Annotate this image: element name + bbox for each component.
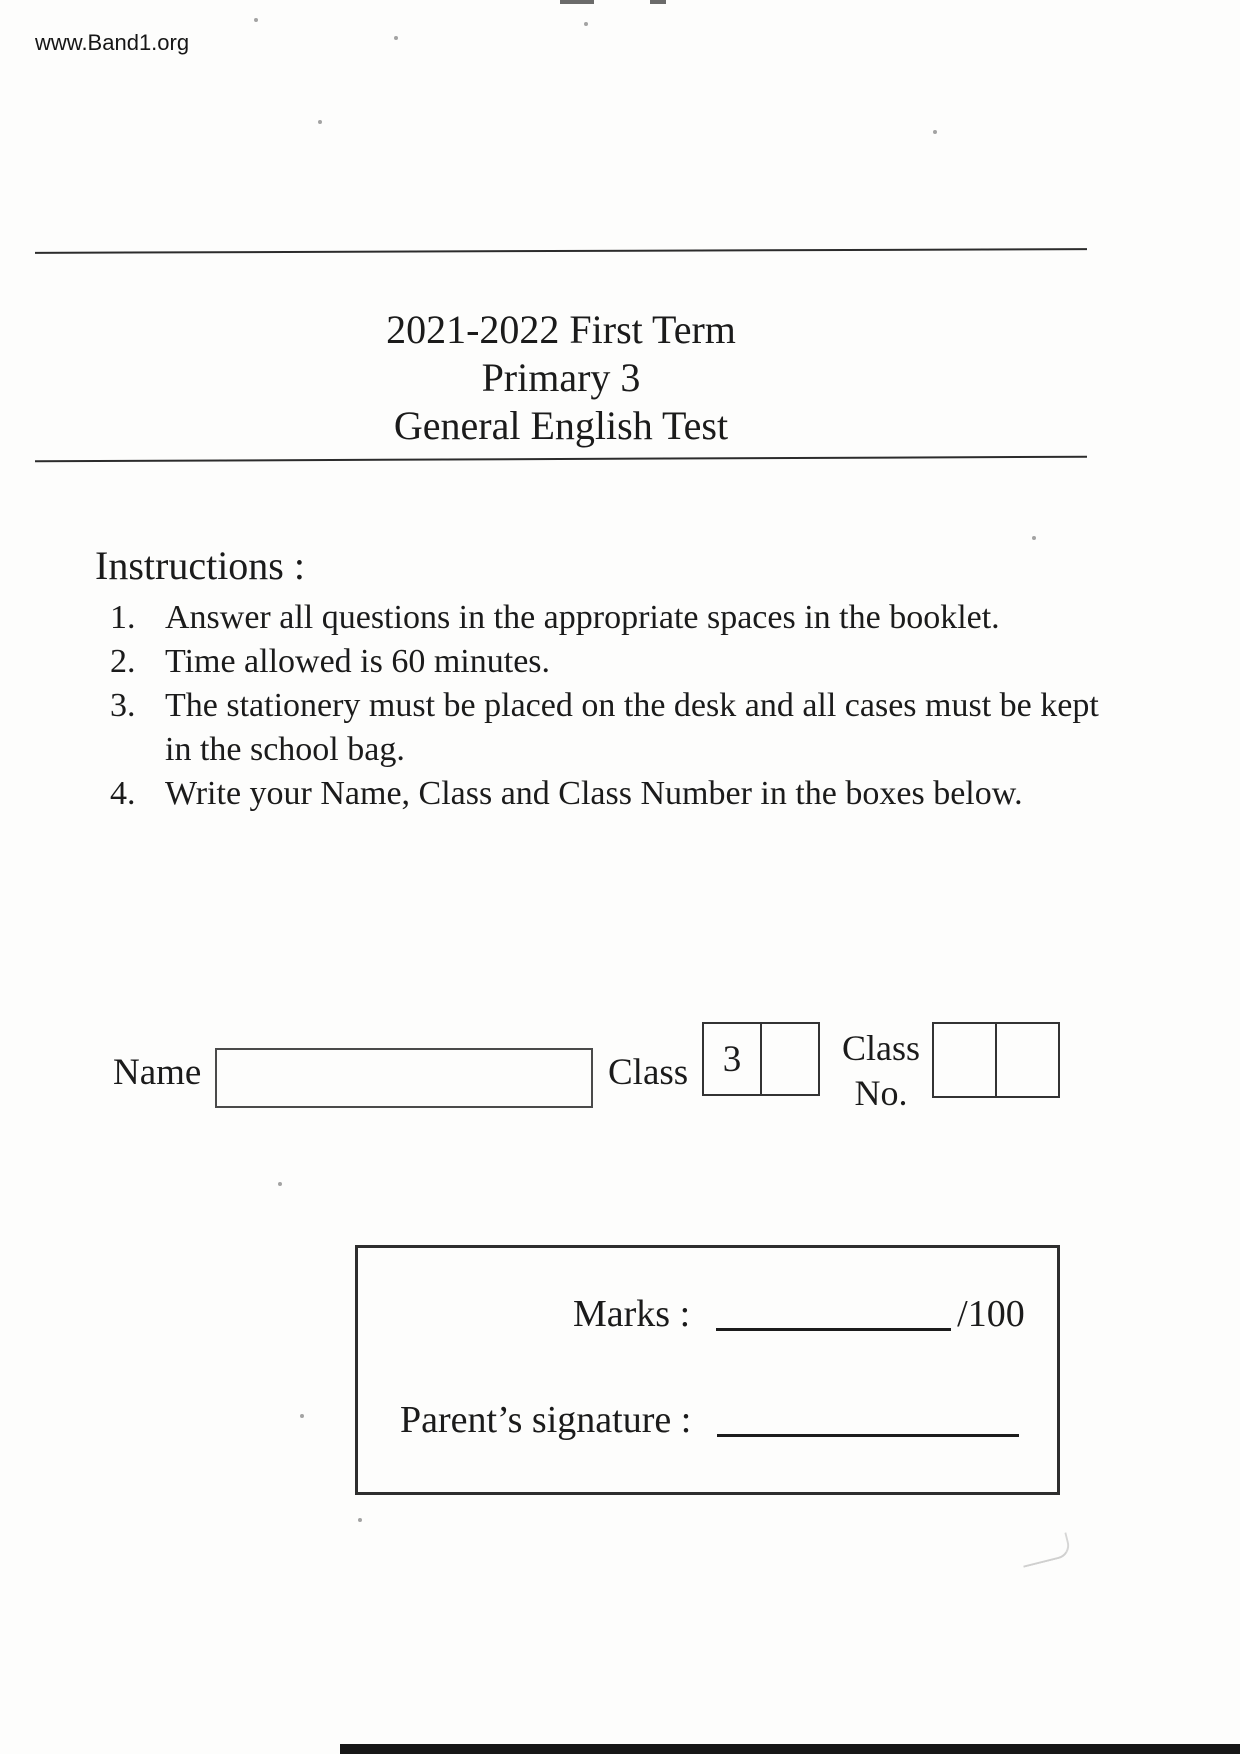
- scan-edge-mark: [650, 0, 666, 4]
- signature-row: [400, 1396, 1025, 1444]
- class-no-units-cell: [995, 1024, 1058, 1096]
- name-label: Name: [113, 1052, 202, 1093]
- instruction-number: 2.: [110, 643, 136, 680]
- page-subtitle-subject: General English Test: [393, 403, 729, 448]
- class-input-box: [702, 1022, 820, 1096]
- scan-speck: [254, 18, 258, 22]
- class-no-label-line1: Class: [841, 1028, 920, 1068]
- title-block: [35, 306, 1087, 450]
- instruction-item: [95, 684, 1110, 772]
- scan-speck: [300, 1414, 304, 1418]
- instruction-text: Write your Name, Class and Class Number in the boxes below.: [165, 775, 1023, 812]
- marks-fill-line: [716, 1327, 951, 1331]
- instruction-item: [95, 772, 1110, 816]
- instruction-text: Time allowed is 60 minutes.: [165, 643, 551, 680]
- class-no-label-line2: No.: [854, 1073, 908, 1113]
- instructions-list: [95, 596, 1110, 816]
- divider-line-top: [35, 248, 1087, 254]
- pencil-smudge: [1018, 1532, 1072, 1567]
- scan-speck: [278, 1182, 282, 1186]
- class-letter-cell: [760, 1024, 818, 1094]
- divider-line-bottom: [35, 456, 1087, 463]
- class-no-input-box: [932, 1022, 1060, 1098]
- instruction-number: 4.: [110, 775, 136, 812]
- scan-edge-bottom: [340, 1744, 1240, 1754]
- instruction-item: [95, 640, 1110, 684]
- marks-label: Marks :: [573, 1293, 691, 1335]
- watermark: www.Band1.org: [35, 30, 190, 55]
- instructions-section: [95, 540, 1110, 816]
- page-title: 2021-2022 First Term: [386, 307, 736, 352]
- marks-total: /100: [957, 1293, 1025, 1335]
- class-label: Class: [608, 1052, 689, 1093]
- instruction-number: 1.: [110, 599, 136, 636]
- class-no-label: [835, 1026, 927, 1116]
- instructions-heading: Instructions :: [95, 543, 305, 588]
- class-no-tens-cell: [934, 1024, 995, 1096]
- scan-speck: [584, 22, 588, 26]
- marks-box: [355, 1245, 1060, 1495]
- scan-speck: [394, 36, 398, 40]
- instruction-item: [95, 596, 1110, 640]
- signature-fill-line: [717, 1433, 1019, 1437]
- scan-edge-mark: [560, 0, 594, 4]
- instruction-number: 3.: [110, 687, 136, 724]
- instruction-text: Answer all questions in the appropriate spaces in the booklet.: [165, 599, 1000, 636]
- page-subtitle-grade: Primary 3: [481, 355, 641, 400]
- marks-row: [573, 1290, 1025, 1338]
- parent-signature-label: Parent’s signature :: [400, 1399, 692, 1441]
- instruction-text: The stationery must be placed on the desk and all cases must be kept in the school bag.: [165, 687, 1099, 768]
- scan-speck: [933, 130, 937, 134]
- scan-speck: [358, 1518, 362, 1522]
- scan-speck: [318, 120, 322, 124]
- class-value-cell: 3: [722, 1038, 742, 1080]
- name-input-box: [215, 1048, 593, 1108]
